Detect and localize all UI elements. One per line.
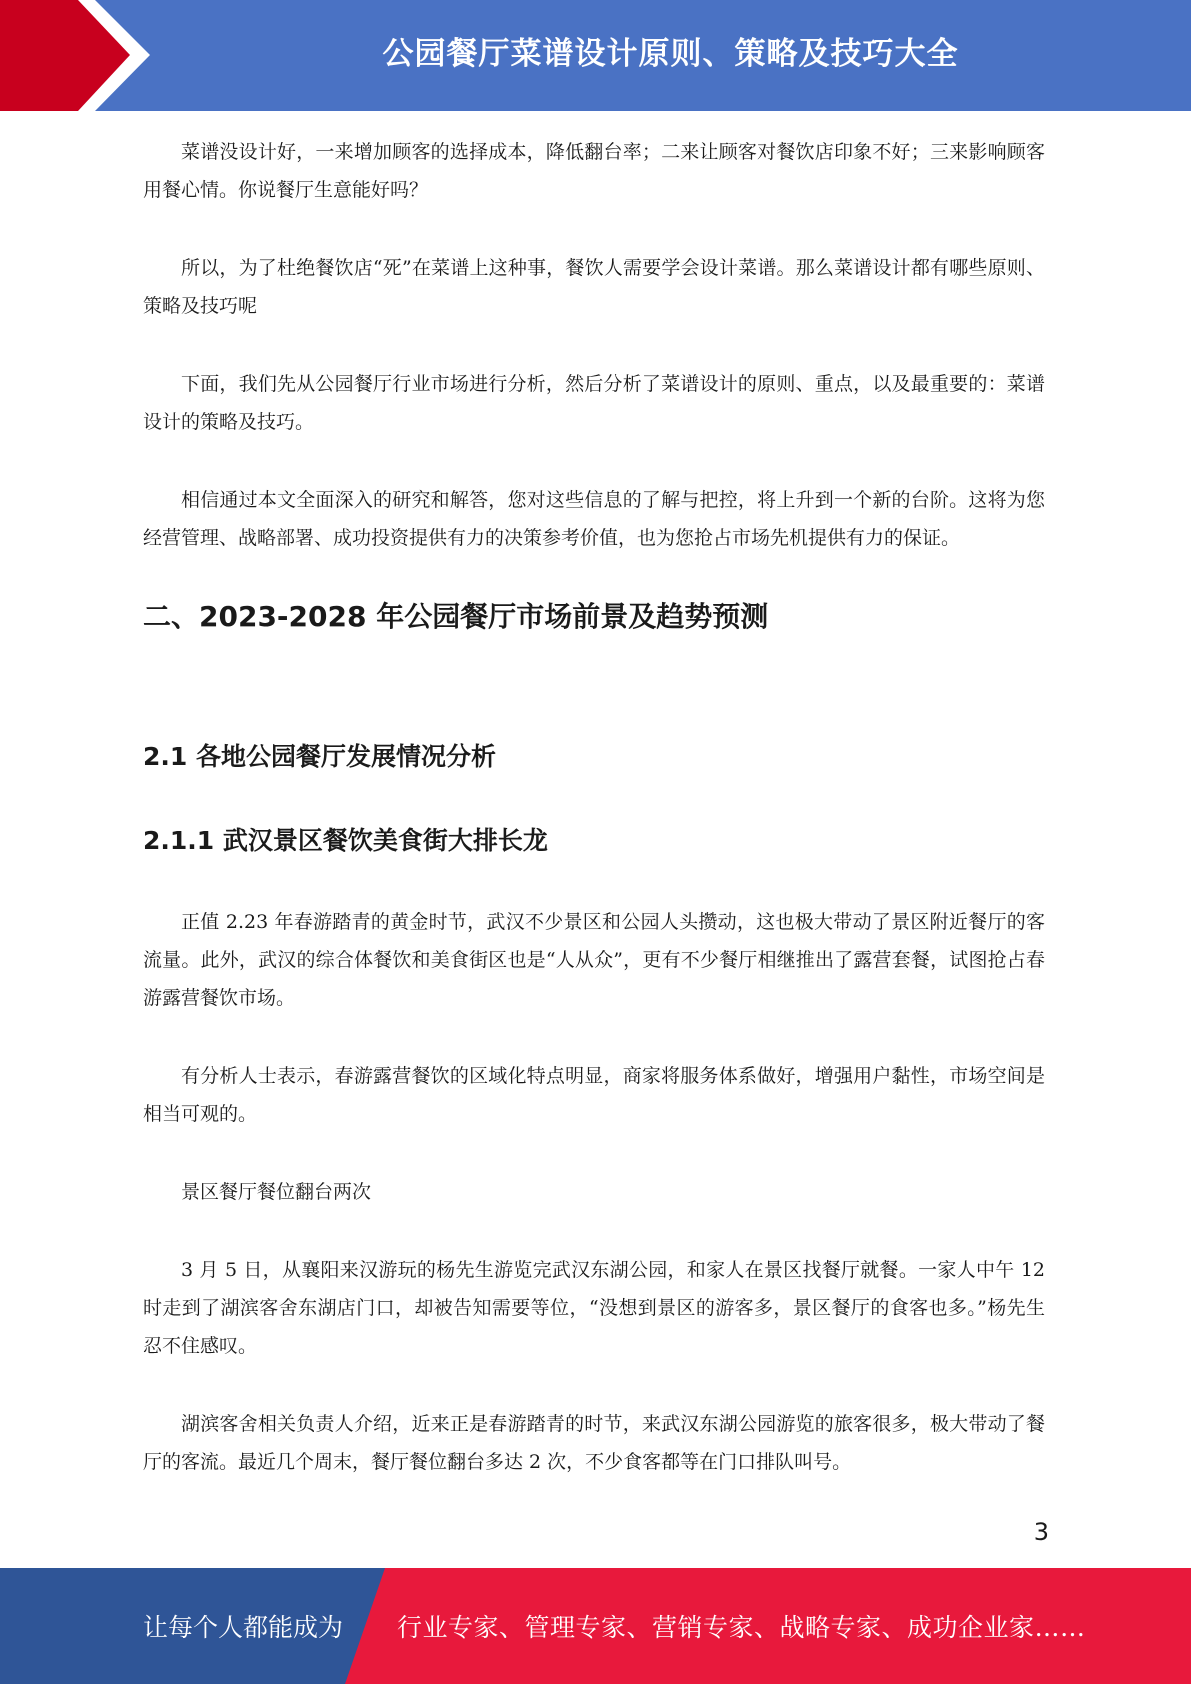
page-number: 3 — [1033, 1518, 1049, 1546]
header-arrow-decoration — [0, 0, 160, 111]
document-body — [143, 133, 1045, 1521]
paragraph-intro-1: 菜谱没设计好，一来增加顾客的选择成本，降低翻台率；二来让顾客对餐饮店印象不好；三来影响顾客用餐心情。你说餐厅生意能好吗？ — [143, 141, 1045, 201]
paragraph-wuhan-subhead: 景区餐厅餐位翻台两次 — [181, 1181, 372, 1203]
paragraph-wuhan-4: 湖滨客舍相关负责人介绍，近来正是春游踏青的时节，来武汉东湖公园游览的旅客很多，极大带动了餐厅的客流。最近几个周末，餐厅餐位翻台多达 2 次，不少食客都等在门口排队叫号。 — [143, 1413, 1045, 1473]
paragraph-wuhan-2: 有分析人士表示，春游露营餐饮的区域化特点明显，商家将服务体系做好，增强用户黏性，市场空间是相当可观的。 — [143, 1065, 1045, 1125]
paragraph-intro-3: 下面，我们先从公园餐厅行业市场进行分析，然后分析了菜谱设计的原则、重点，以及最重要的：菜谱设计的策略及技巧。 — [143, 373, 1045, 433]
footer-slogan-right: 行业专家、管理专家、营销专家、战略专家、成功企业家…… — [397, 1613, 1086, 1642]
footer-band — [0, 1568, 1191, 1684]
paragraph-intro-4: 相信通过本文全面深入的研究和解答，您对这些信息的了解与把控，将上升到一个新的台阶。这将为您经营管理、战略部署、成功投资提供有力的决策参考价值，也为您抢占市场先机提供有力的保证。 — [143, 489, 1045, 549]
paragraph-wuhan-3: 3 月 5 日，从襄阳来汉游玩的杨先生游览完武汉东湖公园，和家人在景区找餐厅就餐。一家人中午 12 时走到了湖滨客舍东湖店门口，却被告知需要等位，“没想到景区的游客多，景区餐厅的食客也多。”杨先生忍不住感叹。 — [143, 1259, 1045, 1357]
document-title: 公园餐厅菜谱设计原则、策略及技巧大全 — [382, 35, 959, 72]
footer-slogan-left: 让每个人都能成为 — [143, 1613, 344, 1642]
paragraph-intro-2: 所以，为了杜绝餐饮店“死”在菜谱上这种事，餐饮人需要学会设计菜谱。那么菜谱设计都有哪些原则、策略及技巧呢 — [143, 257, 1045, 317]
header-band — [0, 0, 1191, 111]
paragraph-wuhan-1: 正值 2.23 年春游踏青的黄金时节，武汉不少景区和公园人头攒动，这也极大带动了景区附近餐厅的客流量。此外，武汉的综合体餐饮和美食街区也是“人从众”，更有不少餐厅相继推出了露营套餐，试图抢占春游露营餐饮市场。 — [143, 911, 1045, 1009]
section-heading-2: 二、2023-2028 年公园餐厅市场前景及趋势预测 — [143, 600, 769, 633]
subsection-heading-2-1: 2.1 各地公园餐厅发展情况分析 — [143, 742, 496, 771]
subsection-heading-2-1-1: 2.1.1 武汉景区餐饮美食街大排长龙 — [143, 826, 548, 855]
